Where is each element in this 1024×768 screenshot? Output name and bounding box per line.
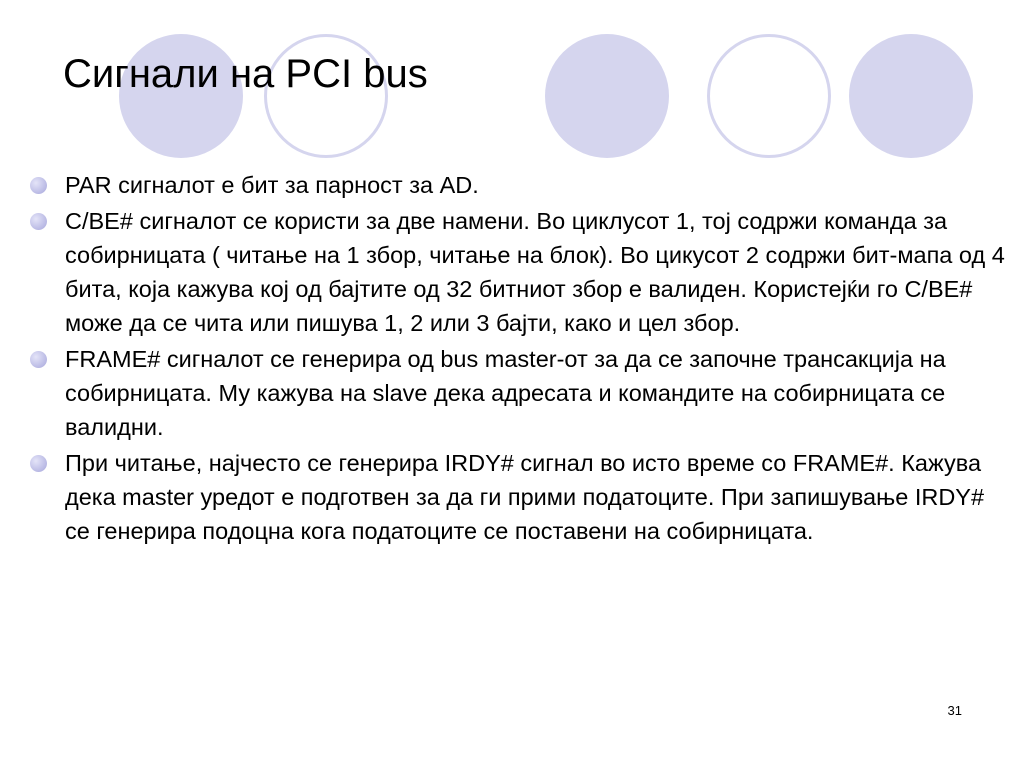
bullet-circle-icon — [30, 177, 47, 194]
bullet-list — [30, 168, 1005, 550]
bullet-item — [30, 204, 1005, 340]
decorative-circle-filled — [545, 34, 669, 158]
bullet-circle-icon — [30, 455, 47, 472]
bullet-text: FRAME# сигналот се генерира од bus master-от за да се започне трансакција на собирницата. Му кажува на slave дека адресата и командите на собирницата се валидни. — [65, 346, 946, 440]
bullet-item — [30, 342, 1005, 444]
decorative-circle-outline — [707, 34, 831, 158]
bullet-circle-icon — [30, 213, 47, 230]
slide-title: Сигнали на PCI bus — [63, 52, 428, 96]
bullet-item — [30, 446, 1005, 548]
bullet-text: PAR сигналот е бит за парност за AD. — [65, 172, 479, 198]
bullet-item — [30, 168, 1005, 202]
slide-number: 31 — [947, 703, 962, 718]
decorative-circle-filled — [849, 34, 973, 158]
bullet-text: При читање, најчесто се генерира IRDY# сигнал во исто време со FRAME#. Кажува дека master уредот е подготвен за да ги прими податоците. При запишување IRDY# се генерира подоцна кога податоците се поставени на собирницата. — [65, 450, 985, 544]
bullet-text: C/BE# сигналот се користи за две намени. Во циклусот 1, тој содржи команда за собирницата ( читање на 1 збор, читање на блок). Во цикусот 2 содржи бит-мапа од 4 бита, која кажува кој од бајтите од 32 битниот збор е валиден. Користејќи го C/BE# може да се чита или пишува 1, 2 или 3 бајти, како и цел збор. — [65, 208, 1005, 336]
bullet-circle-icon — [30, 351, 47, 368]
